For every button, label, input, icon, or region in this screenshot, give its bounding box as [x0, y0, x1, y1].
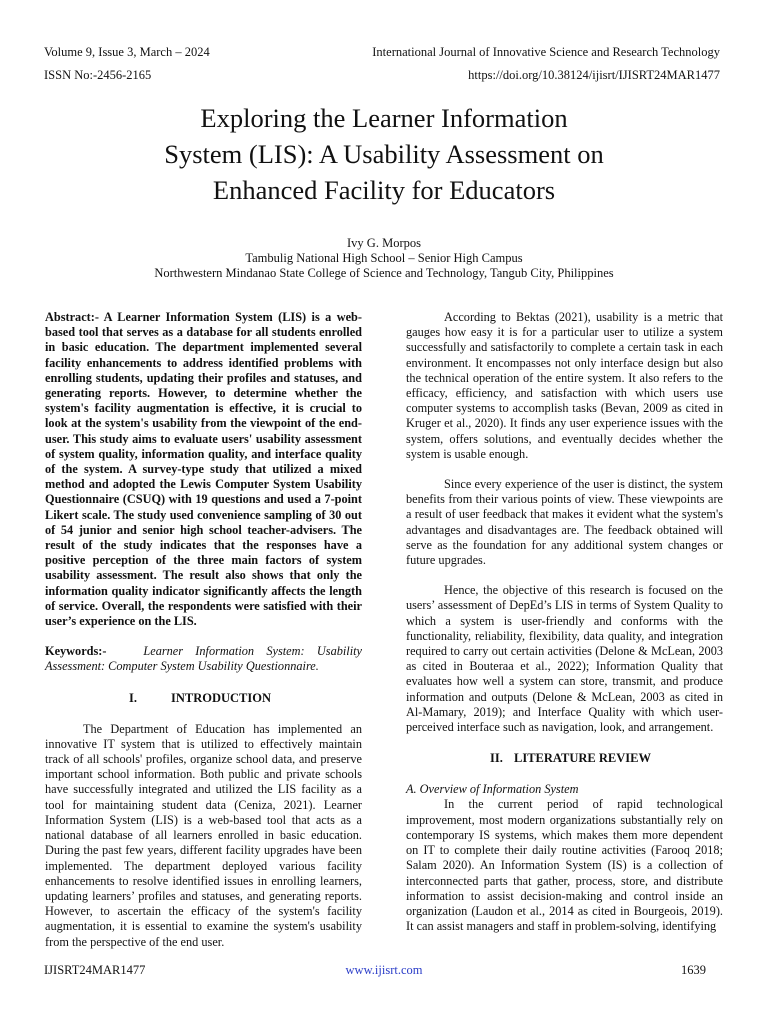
author-affiliation: Tambulig National High School – Senior High Campus — [245, 251, 523, 265]
right-column — [406, 310, 723, 934]
title-line: Exploring the Learner Information — [200, 103, 568, 133]
abstract: Abstract:- A Learner Information System (LIS) is a web-based tool that serves as a database for all students enrolled in basic education. The department implemented several facility enhancements to address identified problems with enrolling students, updating their profiles and statuses, and generating reports. However, to determine whether the system's facility augmentation is effective, it is crucial to look at the system's usability from the viewpoint of the end-user. This study aims to evaluate users' usability assessment of system quality, information quality, and interface quality of the system. A survey-type study that utilized a mixed method and adopted the Lewis Computer System Usability Questionnaire (CSUQ) with 19 questions and used a 7-point Likert scale. The study used convenience sampling of 30 out of 54 junior and senior high school teacher-advisers. The result of the study indicates that the responses have a positive perception of the three main factors of system usability assessment. The result also shows that only the information quality indicator significantly affects the length of service. Overall, the respondents were satisfied with their user’s experience on the LIS. — [45, 310, 362, 629]
doi-link[interactable]: https://doi.org/10.38124/ijisrt/IJISRT24MAR1477 — [468, 68, 720, 82]
section-heading-literature-review — [406, 751, 723, 766]
journal-name: International Journal of Innovative Science and Research Technology — [372, 45, 720, 59]
body-paragraph: Hence, the objective of this research is focused on the users’ assessment of DepEd’s LIS in terms of System Quality to which a system is user-friendly and conforms with the functionality, reliability, flexibility, data quality, and integration required to carry out certain activities (Delone & McLean, 2003 as cited in Bouteraa et al., 2022); Information Quality that evaluates how well a system can store, transmit, and produce information and outputs (Delone & McLean, 2003 as cited in Al-Mamary, 2019); and Interface Quality with which user-perceived interface such as navigation, look, and arrangement. — [406, 583, 723, 735]
keywords-text: Learner Information System: Usability Assessment: Computer System Usability Questionnaire. — [45, 644, 362, 674]
keywords — [45, 644, 362, 674]
body-paragraph: According to Bektas (2021), usability is a metric that gauges how easy it is for a particular user to utilize a system successfully and satisfactorily to complete a certain task in each environment. It encompasses not only interface design but also the technical operation of the entire system. It also refers to the efficacy, efficiency, and satisfaction with which users use computer systems to accomplish tasks (Bevan, 2009 as cited in Kruger et al., 2020). It finds any user experience issues with the system, offers solutions, and eventually decides whether the system is usable enough. — [406, 310, 723, 461]
title-line: System (LIS): A Usability Assessment on — [164, 139, 604, 169]
left-column — [45, 310, 362, 950]
section-heading-introduction — [45, 691, 362, 706]
section-title: LITERATURE REVIEW — [514, 751, 651, 766]
keywords-label: Keywords:- — [45, 644, 107, 659]
section-title: INTRODUCTION — [171, 690, 272, 705]
body-paragraph: Since every experience of the user is distinct, the system benefits from their various points of view. These viewpoints are a result of user feedback that makes it evident what the system's advantages and disadvantages are. The feedback obtained will serve as the foundation for any additional system changes or future upgrades. — [406, 477, 723, 568]
volume-info: Volume 9, Issue 3, March – 2024 — [44, 45, 210, 59]
author-block — [60, 236, 708, 281]
title-line: Enhanced Facility for Educators — [212, 175, 556, 205]
paper-title — [100, 100, 668, 208]
issn: ISSN No:-2456-2165 — [44, 68, 152, 82]
footer-id: IJISRT24MAR1477 — [44, 963, 146, 977]
subsection-heading: A. Overview of Information System — [406, 782, 579, 797]
section-number: I. — [129, 690, 137, 705]
page-number: 1639 — [681, 963, 706, 977]
body-paragraph: In the current period of rapid technological improvement, most modern organizations substantially rely on contemporary IS systems, which makes them more dependent on IT to complete their daily routine activities (Farooq 2018; Salam 2020). An Information System (IS) is a collection of interconnected parts that gather, process, store, and distribute information to assist decision-making and control inside an organization (Laudon et al., 2014 as cited in Bourgeois, 2019). It can assist managers and staff in problem-solving, identifying — [406, 797, 723, 934]
intro-paragraph: The Department of Education has implemented an innovative IT system that is utilized to effectively maintain track of all schools' profiles, organize school data, and preserve important school information. Both public and private schools have successfully integrated and utilized the LIS facility as a tool for maintaining student data (Ceniza, 2021). Learner Information System (LIS) is a web-based tool that acts as a national database of all learners enrolled in basic education. During the past few years, different facility upgrades have been implemented. The department deployed various facility enhancements to resolve identified issues in enrolling learners, updating learners’ profiles and statuses, and generating reports. However, to ascertain the efficacy of the system's facility augmentation, it is essential to examine the system's usability from the perspective of the end user. — [45, 721, 362, 949]
footer-site-link[interactable]: www.ijisrt.com — [345, 963, 423, 977]
section-number: II. — [490, 751, 503, 766]
author-name: Ivy G. Morpos — [347, 236, 421, 250]
author-affiliation: Northwestern Mindanao State College of Science and Technology, Tangub City, Philippines — [154, 266, 614, 280]
